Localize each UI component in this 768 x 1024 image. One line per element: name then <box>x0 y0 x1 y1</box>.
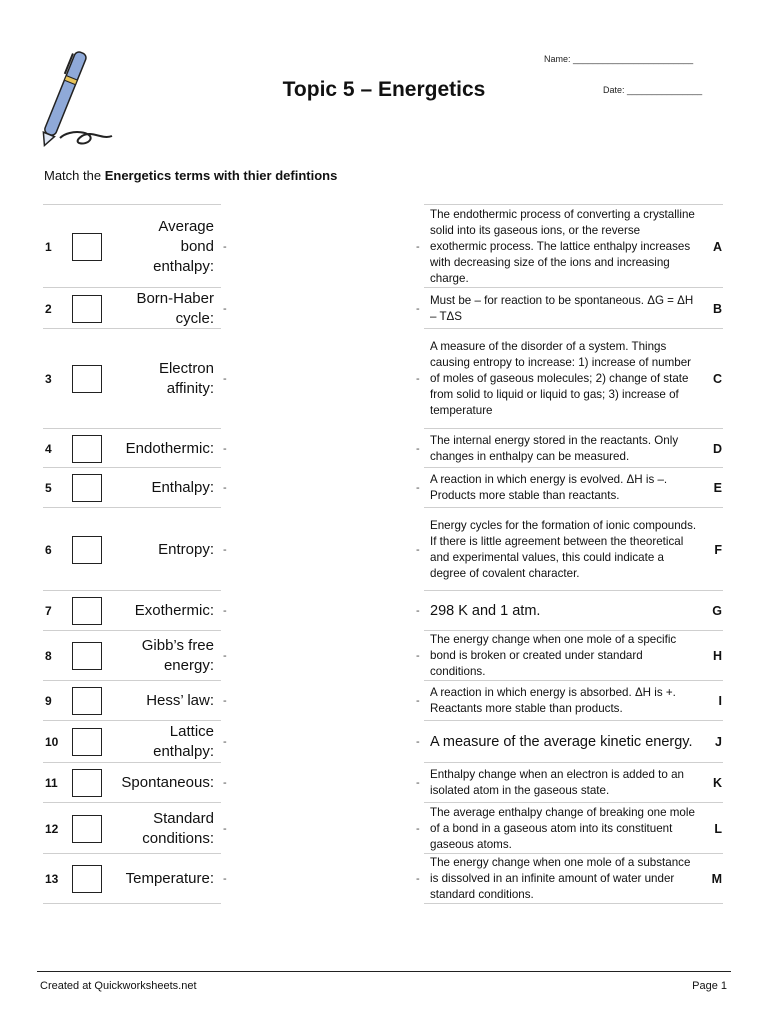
term-dash: - <box>223 302 227 315</box>
term-row <box>43 631 227 681</box>
date-field[interactable]: Date: _______________ <box>603 85 703 95</box>
definitions-column <box>416 204 723 901</box>
term-row <box>43 763 227 803</box>
term-dash: - <box>223 650 227 662</box>
term-number: 12 <box>45 821 59 836</box>
definition-row <box>416 721 723 763</box>
term-dash: - <box>223 873 227 885</box>
term-label: Gibb’s free energy: <box>141 637 214 674</box>
term-number: 6 <box>45 542 52 557</box>
answer-box[interactable] <box>72 728 102 756</box>
term-row <box>43 329 227 429</box>
definition-letter: M <box>711 872 722 886</box>
definition-text: Energy cycles for the formation of ionic compounds. If there is little agreement between the theoretical and experimental values, this could indicate a degree of covalent character. <box>430 518 697 580</box>
definition-text: The average enthalpy change of breaking one mole of a bond in a gaseous atom into its constituent gaseous atoms. <box>430 805 695 851</box>
definition-dash: - <box>416 240 420 253</box>
definition-row <box>416 631 723 681</box>
term-row <box>43 508 227 591</box>
term-row <box>43 591 227 631</box>
definition-row <box>416 205 723 288</box>
definition-row <box>416 854 723 904</box>
term-label: Temperature: <box>125 870 214 887</box>
definition-letter: K <box>712 776 722 790</box>
definition-text: Must be – for reaction to be spontaneous. ΔG = ΔH – TΔS <box>430 293 694 323</box>
definition-text: A measure of the disorder of a system. Things causing entropy to increase: 1) increase of number of moles of gaseous molecules; 2) change of state from solid to liquid or liquid to gas; 3) increase of temperature <box>430 340 692 417</box>
definition-row <box>416 803 723 854</box>
definition-row <box>416 329 723 429</box>
term-number: 2 <box>45 301 52 316</box>
definition-text: 298 K and 1 atm. <box>430 603 541 619</box>
definition-letter: A <box>712 239 722 254</box>
term-label: Electron affinity: <box>158 360 214 397</box>
term-label: Standard conditions: <box>142 809 214 847</box>
definition-dash: - <box>416 605 420 617</box>
term-number: 3 <box>45 372 52 386</box>
term-label: Average bond enthalpy: <box>153 217 214 275</box>
term-number: 1 <box>45 239 52 254</box>
definition-letter: G <box>712 604 722 618</box>
answer-box[interactable] <box>72 815 102 843</box>
definition-dash: - <box>416 302 420 315</box>
definition-row <box>416 468 723 508</box>
term-number: 8 <box>45 649 52 663</box>
term-row <box>43 854 227 904</box>
answer-box[interactable] <box>72 642 102 670</box>
definition-row <box>416 508 723 591</box>
term-dash: - <box>223 373 227 385</box>
definition-row <box>416 288 723 329</box>
definition-text: The energy change when one mole of a substance is dissolved in an infinite amount of water under standard conditions. <box>430 856 691 901</box>
term-label: Enthalpy: <box>151 479 214 496</box>
instructions <box>44 168 337 183</box>
definition-row <box>416 763 723 803</box>
instructions-prefix: Match the <box>44 168 102 183</box>
definition-letter: F <box>714 542 722 557</box>
instructions-emphasis: Energetics terms with thier defintions <box>104 168 338 183</box>
term-number: 7 <box>45 604 52 618</box>
definition-dash: - <box>416 650 420 662</box>
term-row <box>43 429 227 468</box>
term-dash: - <box>223 482 227 494</box>
definition-text: The energy change when one mole of a specific bond is broken or created under standard conditions. <box>430 633 677 678</box>
definition-dash: - <box>416 543 420 556</box>
definition-letter: J <box>715 735 722 749</box>
page-title: Topic 5 – Energetics <box>282 78 486 101</box>
definition-dash: - <box>416 482 420 494</box>
term-label: Endothermic: <box>125 439 214 457</box>
term-dash: - <box>223 240 227 253</box>
definition-dash: - <box>416 442 420 455</box>
term-row <box>43 803 227 854</box>
definition-letter: C <box>712 372 722 386</box>
term-number: 10 <box>45 735 59 749</box>
definition-dash: - <box>416 777 420 789</box>
term-number: 5 <box>45 481 52 495</box>
definition-dash: - <box>416 695 420 707</box>
term-dash: - <box>223 822 227 835</box>
answer-box[interactable] <box>72 295 102 323</box>
term-dash: - <box>223 736 227 748</box>
term-dash: - <box>223 605 227 617</box>
term-row <box>43 205 227 288</box>
definition-row <box>416 681 723 721</box>
definition-letter: I <box>718 694 722 708</box>
term-number: 11 <box>45 776 58 790</box>
term-dash: - <box>223 695 227 707</box>
term-number: 9 <box>45 694 52 708</box>
term-dash: - <box>223 543 227 556</box>
definition-letter: H <box>712 649 722 663</box>
term-row <box>43 468 227 508</box>
term-row <box>43 681 227 721</box>
definition-row <box>416 429 723 468</box>
definition-text: Enthalpy change when an electron is added to an isolated atom in the gaseous state. <box>430 768 684 797</box>
definition-text: A reaction in which energy is absorbed. ΔH is +. Reactants more stable than products. <box>430 686 676 715</box>
answer-box[interactable] <box>72 365 102 393</box>
footer-divider <box>37 971 731 972</box>
term-label: Hess’ law: <box>146 692 214 709</box>
definition-dash: - <box>416 736 420 748</box>
term-label: Lattice enthalpy: <box>153 723 214 760</box>
definition-text: A measure of the average kinetic energy. <box>430 734 693 750</box>
term-row <box>43 288 227 329</box>
definition-text: A reaction in which energy is evolved. ΔH is –. Products more stable than reactants. <box>430 473 668 502</box>
definition-dash: - <box>416 373 420 385</box>
definition-letter: L <box>714 821 722 836</box>
definition-dash: - <box>416 873 420 885</box>
term-number: 4 <box>45 441 52 456</box>
definition-text: The internal energy stored in the reactants. Only changes in enthalpy can be measured. <box>430 433 679 463</box>
footer-credit: Created at Quickworksheets.net <box>40 980 197 992</box>
term-label: Entropy: <box>158 540 214 558</box>
answer-box[interactable] <box>72 233 102 261</box>
definition-dash: - <box>416 822 420 835</box>
term-row <box>43 721 227 763</box>
terms-column <box>43 204 227 887</box>
term-dash: - <box>223 442 227 455</box>
name-field[interactable]: Name: ________________________ <box>544 54 694 64</box>
term-label: Born-Haber cycle: <box>136 289 214 327</box>
term-dash: - <box>223 777 227 789</box>
term-label: Spontaneous: <box>121 774 214 791</box>
definition-letter: B <box>712 301 722 316</box>
term-number: 13 <box>45 872 59 886</box>
definition-letter: E <box>713 481 722 495</box>
definition-text: The endothermic process of converting a crystalline solid into its gaseous ions, or the reverse exothermic process. The lattice enthalpy increases with decreasing size of the ions and increasing charge. <box>430 207 695 285</box>
term-label: Exothermic: <box>134 602 214 619</box>
page-number: Page 1 <box>692 980 727 992</box>
definition-row <box>416 591 723 631</box>
definition-letter: D <box>712 441 722 456</box>
